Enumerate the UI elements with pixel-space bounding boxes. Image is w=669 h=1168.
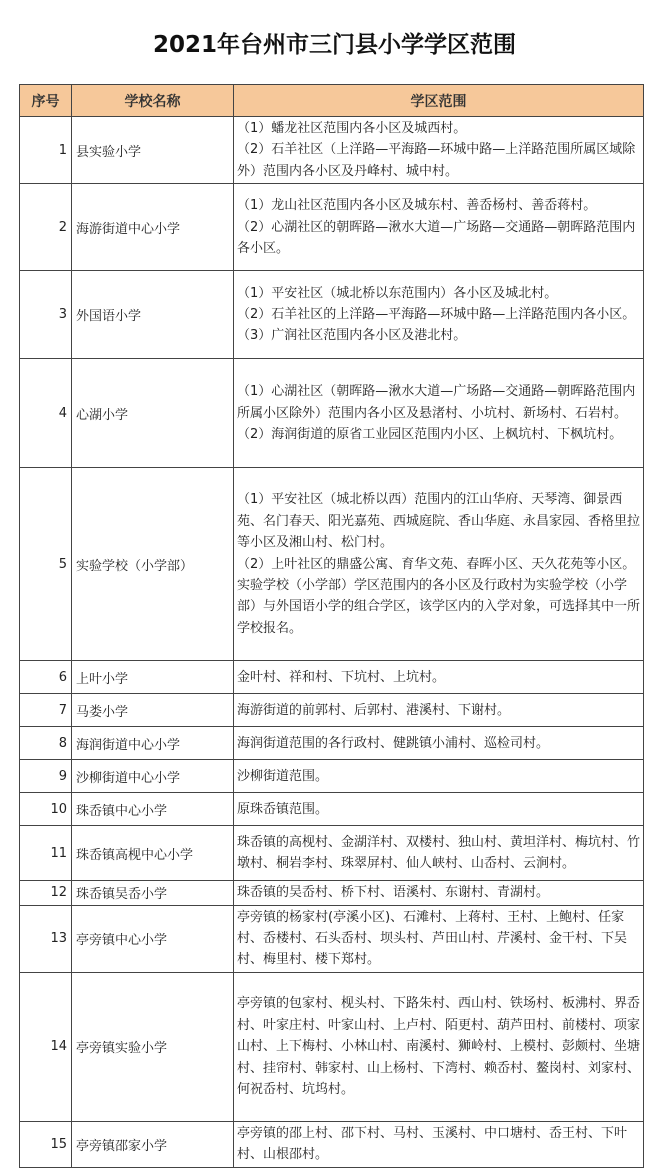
district-range-line: （1）心湖社区（朝晖路—湫水大道—广场路—交通路—朝晖路范围内所属小区除外）范围内各小区及悬渚村、小坑村、新场村、石岩村。: [237, 384, 636, 421]
district-range: [234, 760, 644, 793]
school-name: 亭旁镇实验小学: [72, 972, 234, 1121]
district-range-line: （2）石羊社区的上洋路—平海路—环城中路—上洋路范围内各小区。: [237, 307, 636, 323]
district-range-line: 珠岙镇的吴岙村、桥下村、语溪村、东谢村、青湖村。: [237, 885, 550, 901]
district-range: [234, 359, 644, 468]
row-number: 13: [20, 905, 72, 972]
district-range-line: 沙柳街道范围。: [237, 768, 329, 784]
district-range-line: （1）平安社区（城北桥以西）范围内的江山华府、天琴湾、御景西苑、名门春天、阳光嘉苑、西城庭院、香山华庭、永昌家园、香格里拉等小区及湘山村、松门村。: [237, 492, 641, 551]
table-row: [20, 881, 644, 905]
row-number: 6: [20, 661, 72, 694]
row-number: 3: [20, 271, 72, 359]
header-area: 学区范围: [234, 85, 644, 117]
table-row: [20, 359, 644, 468]
table-row: [20, 661, 644, 694]
district-range-line: （2）海润街道的原省工业园区范围内小区、上枫坑村、下枫坑村。: [237, 426, 623, 442]
row-number: 4: [20, 359, 72, 468]
page-title: 2021年台州市三门县小学学区范围: [152, 31, 516, 58]
district-range: [234, 905, 644, 972]
school-name: 亭旁镇邵家小学: [72, 1121, 234, 1167]
row-number: 8: [20, 727, 72, 760]
table-row: [20, 1121, 644, 1167]
district-range: [234, 826, 644, 881]
district-range: [234, 184, 644, 271]
header-school: 学校名称: [72, 85, 234, 117]
school-name: 海润街道中心小学: [72, 727, 234, 760]
table-row: [20, 727, 644, 760]
school-name: 珠岙镇吴岙小学: [72, 881, 234, 905]
table-row: [20, 468, 644, 661]
school-name: 海游街道中心小学: [72, 184, 234, 271]
district-range-line: 亭旁镇的邵上村、邵下村、马村、玉溪村、中口塘村、岙王村、下叶村、山根邵村。: [237, 1125, 628, 1163]
district-range-line: 亭旁镇的包家村、枧头村、下路朱村、西山村、铁场村、板沸村、界岙村、叶家庄村、叶家山村、上卢村、陌更村、葫芦田村、前楼村、项家山村、上下梅村、小林山村、南溪村、狮岭村、上模村、彭颇村、坐塘村、挂帘村、韩家村、山上杨村、下湾村、赖岙村、鳌岗村、刘家村、何祝岙村、坑坞村。: [237, 996, 641, 1097]
table-row: [20, 117, 644, 184]
school-name: 珠岙镇高枧中心小学: [72, 826, 234, 881]
district-range-line: （2）心湖社区的朝晖路—湫水大道—广场路—交通路—朝晖路范围内各小区。: [237, 219, 636, 256]
row-number: 1: [20, 117, 72, 184]
row-number: 2: [20, 184, 72, 271]
table-row: [20, 694, 644, 727]
district-range: [234, 468, 644, 661]
district-range-line: 海润街道范围的各行政村、健跳镇小浦村、巡检司村。: [237, 735, 550, 751]
row-number: 9: [20, 760, 72, 793]
district-range: [234, 793, 644, 826]
district-range-line: （2）石羊社区（上洋路—平海路—环城中路—上洋路范围所属区域除外）范围内各小区及丹峰村、城中村。: [237, 142, 636, 179]
school-name: 县实验小学: [72, 117, 234, 184]
school-name: 亭旁镇中心小学: [72, 905, 234, 972]
district-range: [234, 271, 644, 359]
school-name: 心湖小学: [72, 359, 234, 468]
district-range: [234, 117, 644, 184]
school-name: 沙柳街道中心小学: [72, 760, 234, 793]
row-number: 12: [20, 881, 72, 905]
table-row: [20, 905, 644, 972]
row-number: 11: [20, 826, 72, 881]
row-number: 10: [20, 793, 72, 826]
district-range-line: （1）蟠龙社区范围内各小区及城西村。: [237, 121, 467, 136]
district-range: [234, 972, 644, 1121]
district-range-line: 原珠岙镇范围。: [237, 801, 329, 817]
district-range: [234, 694, 644, 727]
table-row: [20, 793, 644, 826]
table-row: [20, 184, 644, 271]
district-range-line: 海游街道的前郭村、后郭村、港溪村、下谢村。: [237, 702, 511, 718]
district-range-line: 亭旁镇的杨家村(亭溪小区)、石滩村、上蒋村、王村、上鲍村、任家村、岙楼村、石头岙村、坝头村、芦田山村、芹溪村、金干村、下吴村、梅里村、楼下郑村。: [237, 909, 628, 968]
district-range-line: （1）龙山社区范围内各小区及城东村、善岙杨村、善岙蒋村。: [237, 198, 597, 214]
district-range: [234, 1121, 644, 1167]
row-number: 5: [20, 468, 72, 661]
table-row: [20, 760, 644, 793]
row-number: 7: [20, 694, 72, 727]
school-name: 外国语小学: [72, 271, 234, 359]
table-row: [20, 271, 644, 359]
row-number: 14: [20, 972, 72, 1121]
school-name: 实验学校（小学部）: [72, 468, 234, 661]
district-range-line: 珠岙镇的高枧村、金湖洋村、双楼村、独山村、黄坦洋村、梅坑村、竹墩村、桐岩李村、珠翠屏村、仙人峡村、山岙村、云涧村。: [237, 834, 641, 872]
district-range: [234, 661, 644, 694]
row-number: 15: [20, 1121, 72, 1167]
school-district-table: [19, 84, 644, 1168]
table-row: [20, 826, 644, 881]
school-name: 珠岙镇中心小学: [72, 793, 234, 826]
district-range-line: （1）平安社区（城北桥以东范围内）各小区及城北村。: [237, 285, 558, 301]
school-name: 马娄小学: [72, 694, 234, 727]
district-range: [234, 881, 644, 905]
district-range-line: 实验学校（小学部）学区范围内的各小区及行政村为实验学校（小学部）与外国语小学的组合学区，该学区内的入学对象，可选择其中一所学校报名。: [237, 577, 641, 636]
district-range-line: （2）上叶社区的鼎盛公寓、育华文苑、春晖小区、天久花苑等小区。: [237, 556, 636, 572]
header-num: 序号: [20, 85, 72, 117]
table-row: [20, 972, 644, 1121]
school-name: 上叶小学: [72, 661, 234, 694]
table-header-row: [20, 85, 644, 117]
district-range-line: （3）广润社区范围内各小区及港北村。: [237, 328, 467, 344]
district-range: [234, 727, 644, 760]
district-range-line: 金叶村、祥和村、下坑村、上坑村。: [237, 669, 446, 685]
